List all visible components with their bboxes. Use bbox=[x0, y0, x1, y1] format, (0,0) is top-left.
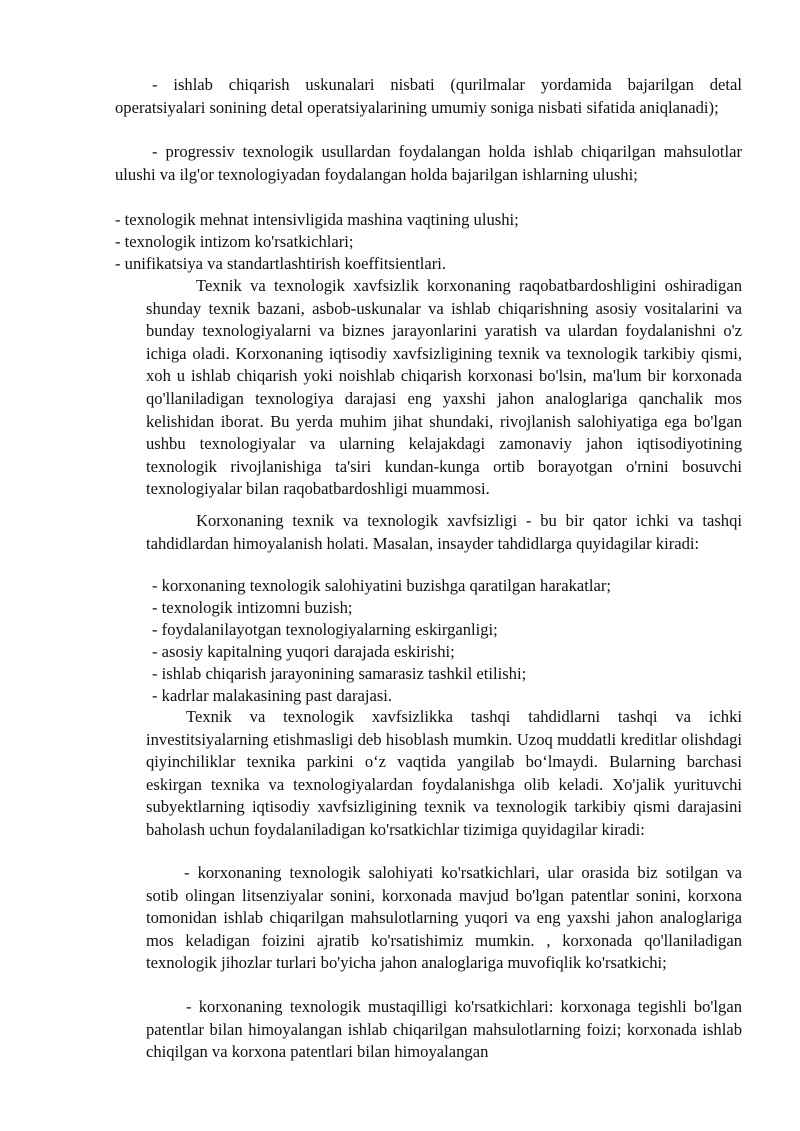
threat-item: - ishlab chiqarish jarayonining samarasiz tashkil etilishi; bbox=[152, 664, 527, 683]
threat-item: - kadrlar malakasining past darajasi. bbox=[152, 686, 393, 705]
paragraph-tech-security-definition: Texnik va texnologik xavfsizlik korxonaning raqobatbardoshligini oshiradigan shunday texnik bazani, asbob-uskunalar va ishlab chiqarishning asosiy vositalarini va bunday texnologiyalarni va biznes jarayonlarini yaratish va ulardan foydalanishni o'z ichiga oladi. Korxonaning iqtisodiy xavfsizligining texnik va texnologik tarkibiy qismi, xoh u ishlab chiqarish yoki noishlab chiqarish korxonasi bo'lsin, ma'lum bir korxonada qo'llaniladigan texnologiya darajasi eng yaxshi jahon analoglariga qanchalik mos kelishidan iborat. Bu yerda muhim jihat shundaki, rivojlanish salohiyatiga ega bo'lgan ushbu texnologiyalar va ularning kelajakdagi zamonaviy jahon iqtisodiyotining texnologik rivojlanishiga ta'siri kundan-kunga ortib borayotgan o'rnini bosuvchi texnologiyalar bilan raqobatbardoshligi muammosi. bbox=[146, 276, 742, 499]
paragraph-tech-independence-indicators: - korxonaning texnologik mustaqilligi ko'rsatkichlari: korxonaga tegishli bo'lgan patentlar bilan himoyalangan ishlab chiqarilgan mahsulotlarning foizi; korxonada ishlab chiqilgan va korxona patentlari bilan himoyalangan bbox=[146, 997, 742, 1062]
list-item-machine-time: - texnologik mehnat intensivligida mashina vaqtining ulushi; bbox=[115, 210, 519, 229]
threat-item: - foydalanilayotgan texnologiyalarning eskirganligi; bbox=[152, 620, 498, 639]
paragraph-progressive-methods: - progressiv texnologik usullardan foydalangan holda ishlab chiqarilgan mahsulotlar ulushi va ilg'or texnologiyadan foydalangan holda bajarilgan ishlarning ulushi; bbox=[115, 142, 742, 184]
threat-item: - asosiy kapitalning yuqori darajada eskirishi; bbox=[152, 642, 455, 661]
threat-item: - texnologik intizomni buzish; bbox=[152, 598, 353, 617]
paragraph-external-threats: Texnik va texnologik xavfsizlikka tashqi tahdidlarni tashqi va ichki investitsiyalarning etishmasligi deb hisoblash mumkin. Uzoq muddatli kreditlar olishdagi qiyinchiliklar texnika parkini o‘z vaqtida yangilab bo‘lmaydi. Bularning barchasi eskirgan texnika va texnologiyalardan foydalanishga olib keladi. Xo'jalik yurituvchi subyektlarning iqtisodiy xavfsizligining texnik va texnologik tarkibiy qismi darajasini baholash uchun foydalaniladigan ko'rsatkichlar tizimiga quyidagilar kiradi: bbox=[146, 707, 742, 839]
paragraph-tech-potential-indicators: - korxonaning texnologik salohiyati ko'rsatkichlari, ular orasida biz sotilgan va sotib olingan litsenziyalar sonini, korxonada mavjud bo'lgan patentlar sonini, korxona tomonidan ishlab chiqarilgan mahsulotlarning yuqori va eng yaxshi jahon analoglariga mos keladigan foizini ajratib ko'rsatishimiz mumkin. , korxonada qo'llaniladigan texnologik jihozlar turlari bo'yicha jahon analoglariga muvofiqlik ko'rsatkichi; bbox=[146, 863, 742, 973]
paragraph-insider-threats-intro: Korxonaning texnik va texnologik xavfsizligi - bu bir qator ichki va tashqi tahdidlardan himoyalanish holati. Masalan, insayder tahdidlarga quyidagilar kiradi: bbox=[146, 511, 742, 553]
threat-item: - korxonaning texnologik salohiyatini buzishga qaratilgan harakatlar; bbox=[152, 576, 611, 595]
paragraph-equipment-ratio: - ishlab chiqarish uskunalari nisbati (qurilmalar yordamida bajarilgan detal operatsiyalari sonining detal operatsiyalarining umumiy soniga nisbati sifatida aniqlanadi); bbox=[115, 75, 742, 117]
list-item-unification: - unifikatsiya va standartlashtirish koeffitsientlari. bbox=[115, 254, 447, 273]
list-item-tech-discipline: - texnologik intizom ko'rsatkichlari; bbox=[115, 232, 354, 251]
